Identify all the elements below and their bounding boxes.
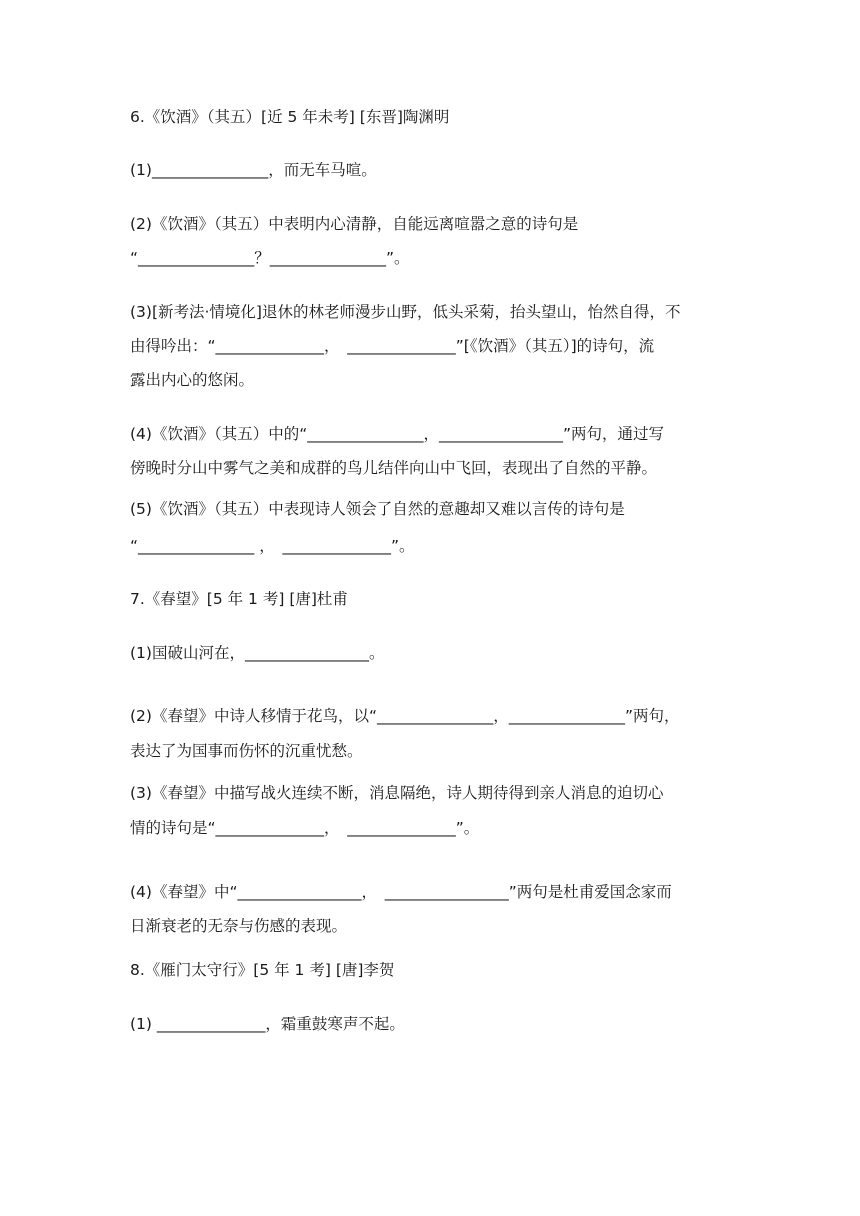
section-6-heading: 6.《饮酒》（其五）[近 5 年未考] [东晋]陶渊明: [130, 108, 450, 126]
question-8-1: (1) ______________，霜重鼓寒声不起。: [130, 1015, 405, 1033]
question-7-4-line2: 日渐衰老的无奈与伤感的表现。: [130, 917, 348, 935]
section-7-heading: 7.《春望》[5 年 1 考] [唐]杜甫: [130, 590, 348, 608]
question-6-5-line2: “_______________ ， ______________”。: [130, 537, 415, 555]
question-6-4-line1: (4)《饮酒》（其五）中的“_______________，________________”两句，通过写: [130, 425, 665, 443]
question-6-3-line3: 露出内心的悠闲。: [130, 371, 255, 389]
question-6-5-line1: (5)《饮酒》（其五）中表现诗人领会了自然的意趣却又难以言传的诗句是: [130, 500, 625, 518]
question-7-2-line1: (2)《春望》中诗人移情于花鸟，以“_______________，_______________”两句，: [130, 707, 680, 725]
question-6-1: (1)_______________，而无车马喧。: [130, 161, 377, 179]
question-7-4-line1: (4)《春望》中“________________， ________________”两句是杜甫爱国念家而: [130, 883, 672, 901]
question-7-3-line1: (3)《春望》中描写战火连续不断，消息隔绝，诗人期待得到亲人消息的迫切心: [130, 784, 664, 802]
question-6-4-line2: 傍晚时分山中雾气之美和成群的鸟儿结伴向山中飞回，表现出了自然的平静。: [130, 459, 658, 477]
question-7-1: (1)国破山河在，________________。: [130, 644, 385, 662]
question-6-2-line2: “_______________？_______________”。: [130, 249, 410, 267]
question-6-3-line2: 由得吟出：“______________， ______________”[《饮酒》（其五）]的诗句，流: [130, 337, 655, 355]
question-6-2-line1: (2)《饮酒》（其五）中表明内心清静，自能远离喧嚣之意的诗句是: [130, 215, 579, 233]
question-6-3-line1: (3)[新考法·情境化]退休的林老师漫步山野，低头采菊，抬头望山，怡然自得，不: [130, 303, 681, 321]
section-8-heading: 8.《雁门太守行》[5 年 1 考] [唐]李贺: [130, 961, 395, 979]
question-7-2-line2: 表达了为国事而伤怀的沉重忧愁。: [130, 742, 363, 760]
question-7-3-line2: 情的诗句是“______________， ______________”。: [130, 819, 480, 837]
